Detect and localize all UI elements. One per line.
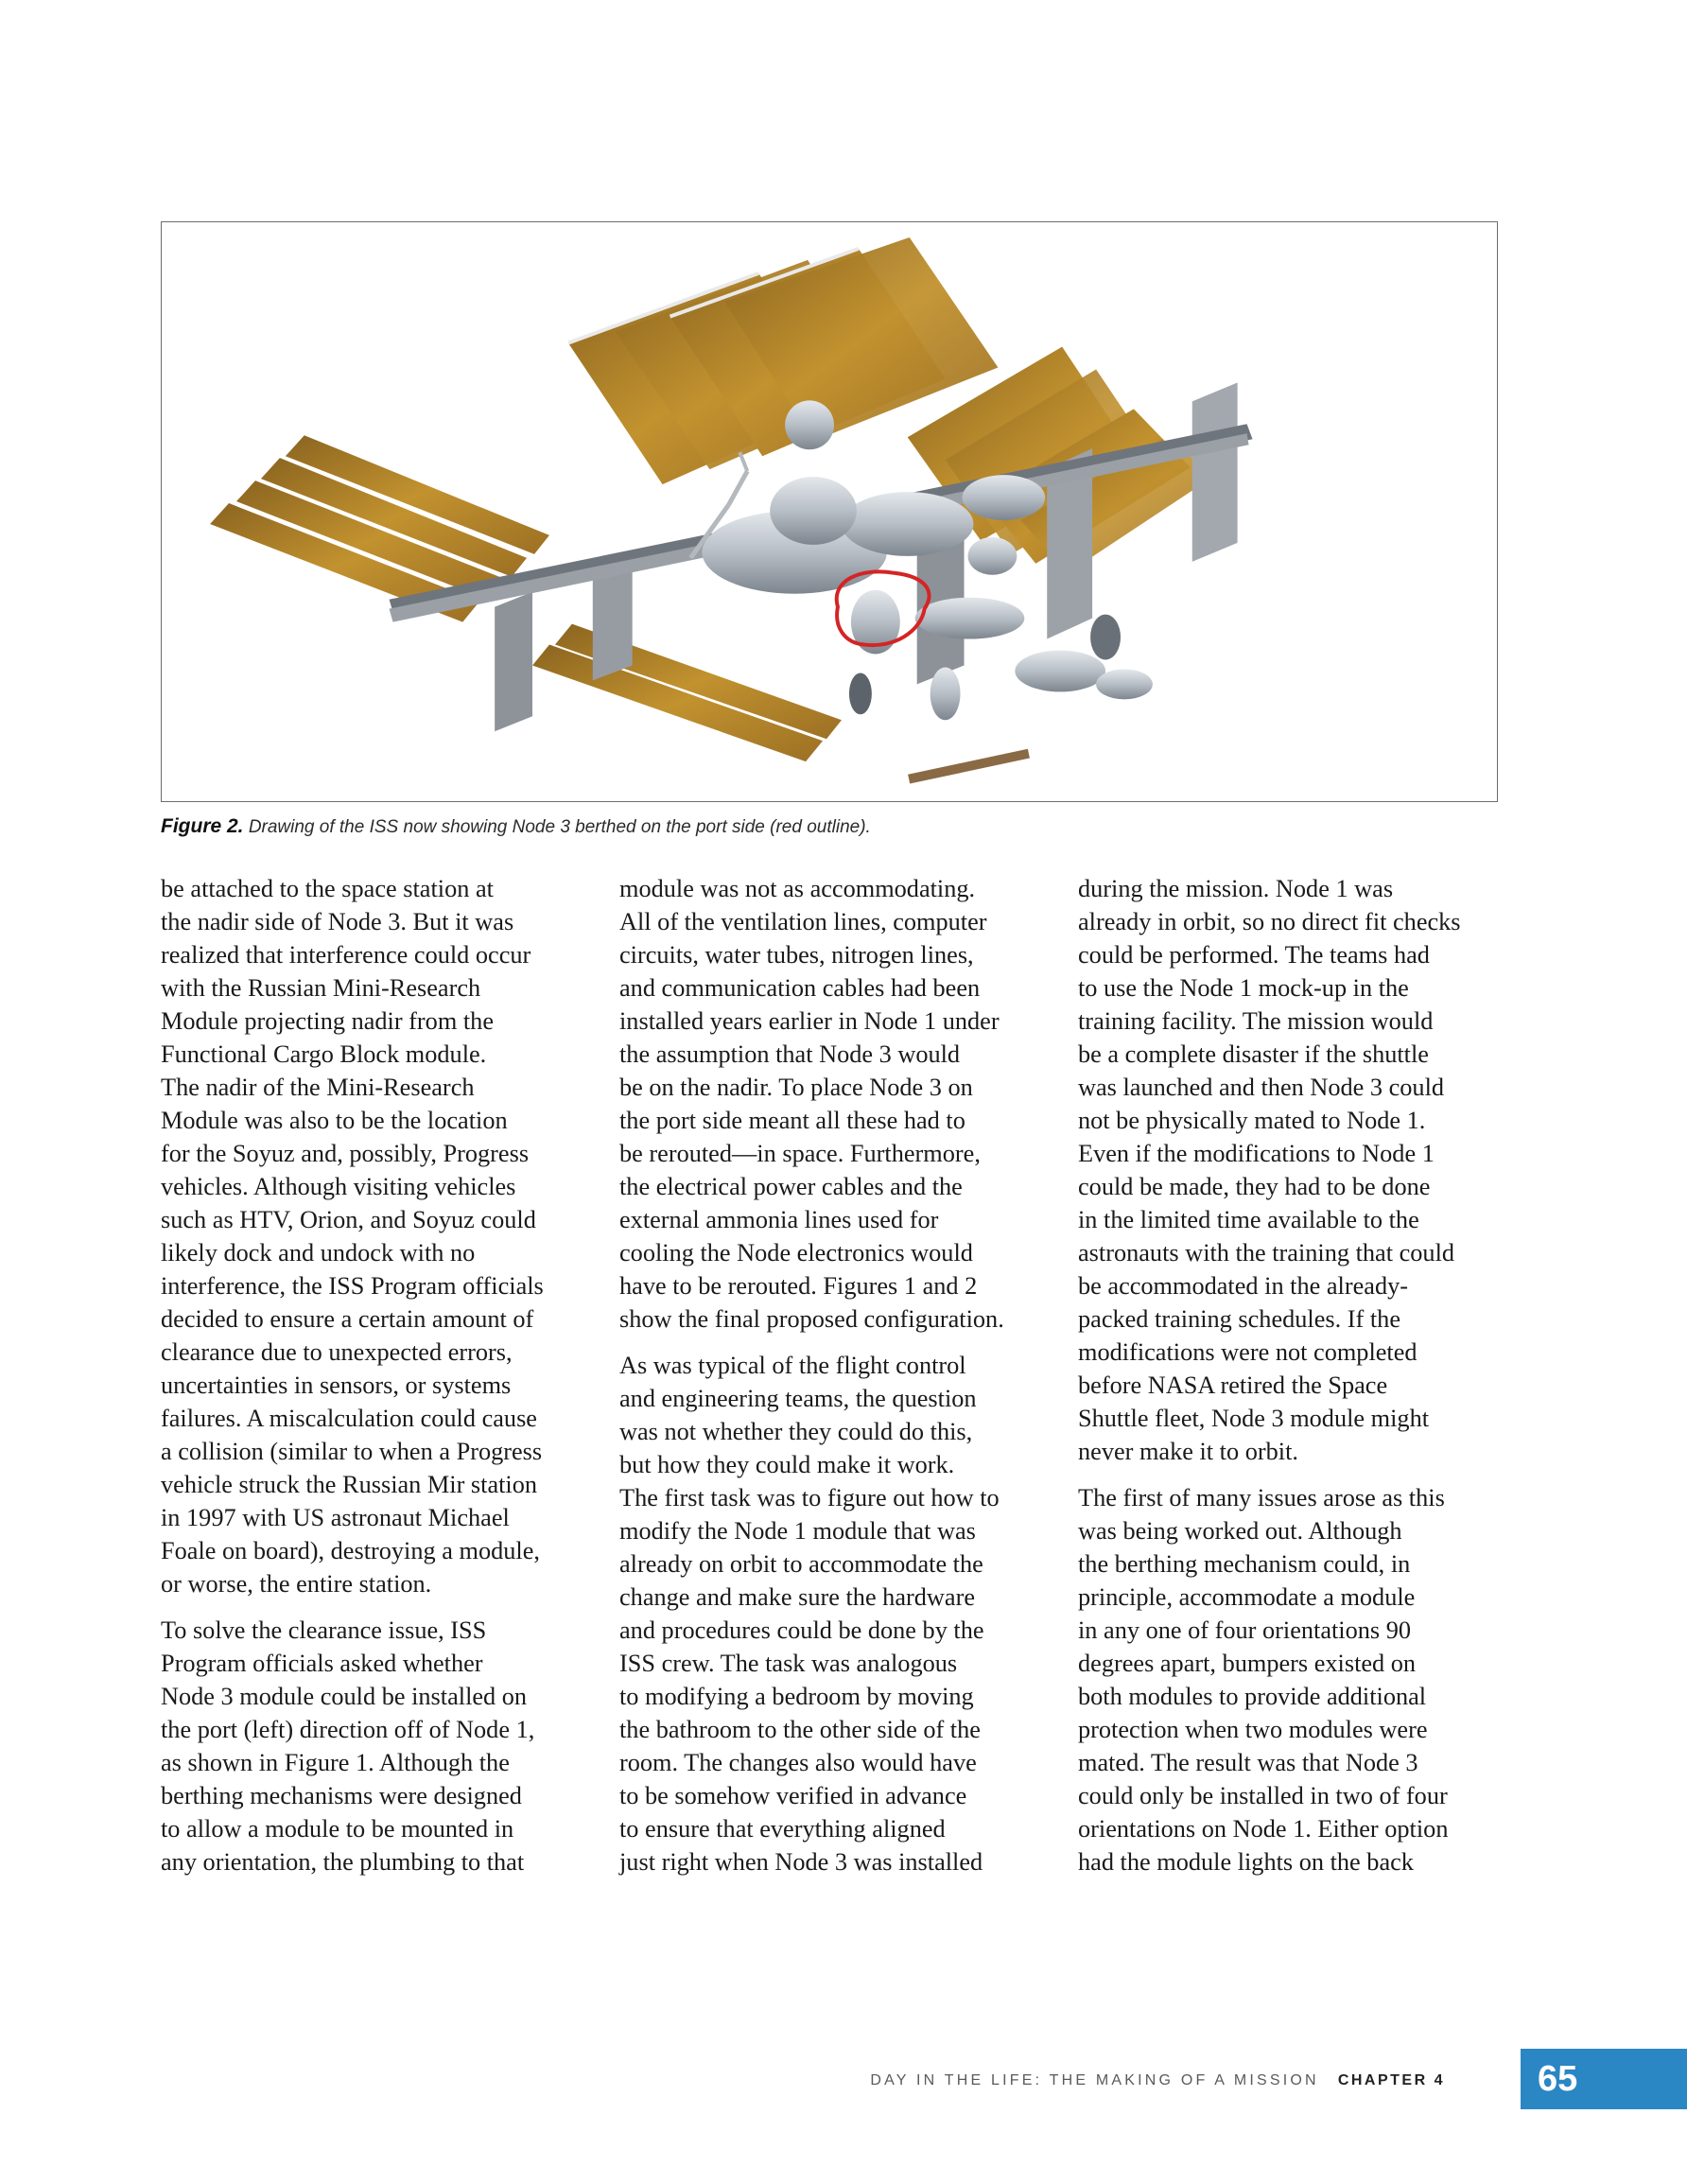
figure-caption-text: Drawing of the ISS now showing Node 3 berthed on the port side (red outline). [248,817,871,837]
paragraph: during the mission. Node 1 was already in orbit, so no direct fit checks could be performed. The teams had to use the Node 1 mock-up in the training facility. The mission would be a complete disaster if the shuttle was launched and then Node 3 could not be physically mated to Node 1. Even if the modifications to Node 1 could be made, they had to be done in the limited time available to the astronauts with the training that could be accommodated in the already- packed training schedules. If the modifications were not completed before NASA retired the Space Shuttle fleet, Node 3 module might never make it to orbit. [1078,875,1461,1465]
chapter-label: CHAPTER 4 [1337,2072,1445,2088]
paragraph: module was not as accommodating. All of the ventilation lines, computer circuits, water tubes, nitrogen lines, and communication cables had been installed years earlier in Node 1 under the assumption that Node 3 would be on the nadir. To place Node 3 on the port side meant all these had to be rerouted—in space. Furthermore, the electrical power cables and the external ammonia lines used for cooling the Node electronics would have to be rerouted. Figures 1 and 2 show the final proposed configuration. [619,875,1004,1333]
running-title: DAY IN THE LIFE: THE MAKING OF A MISSION [870,2072,1319,2088]
figure-caption [161,815,1498,838]
figure-label: Figure 2. [161,815,244,837]
page-footer [851,2064,1483,2098]
page-number: 65 [1521,2049,1687,2109]
text-column-3 [1078,872,1513,1892]
figure-frame [161,221,1498,802]
paragraph: The first of many issues arose as this was being worked out. Although the berthing mechanism could, in principle, accommodate a module in any one of four orientations 90 degrees apart, bumpers existed on both modules to provide additional protection when two modules were mated. The result was that Node 3 could only be installed in two of four orientations on Node 1. Either option had the module lights on the back [1078,1484,1449,1876]
paragraph: be attached to the space station at the nadir side of Node 3. But it was realized that interference could occur with the Russian Mini-Research Module projecting nadir from the Functional Cargo Block module. The nadir of the Mini-Research Module was also to be the location for the Soyuz and, possibly, Progress vehicles. Although visiting vehicles such as HTV, Orion, and Soyuz could likely dock and undock with no interference, the ISS Program officials decided to ensure a certain amount of clearance due to unexpected errors, uncertainties in sensors, or systems failures. A miscalculation could cause a collision (similar to when a Progress vehicle struck the Russian Mir station in 1997 with US astronaut Michael Foale on board), destroying a module, or worse, the entire station. [161,875,544,1598]
paragraph: As was typical of the flight control and engineering teams, the question was not whether they could do this, but how they could make it work. The first task was to figure out how to modify the Node 1 module that was already on orbit to accommodate the change and make sure the hardware and procedures could be done by the ISS crew. The task was analogous to modifying a bedroom by moving the bathroom to the other side of the room. The changes also would have to be somehow verified in advance to ensure that everything aligned just right when Node 3 was installed [619,1352,1000,1876]
iss-drawing [162,222,1497,801]
paragraph: To solve the clearance issue, ISS Program officials asked whether Node 3 module could be installed on the port (left) direction off of Node 1, as shown in Figure 1. Although the berthing mechanisms were designed to allow a module to be mounted in any orientation, the plumbing to that [161,1616,535,1876]
text-column-1 [161,872,596,1892]
text-column-2 [619,872,1059,1892]
